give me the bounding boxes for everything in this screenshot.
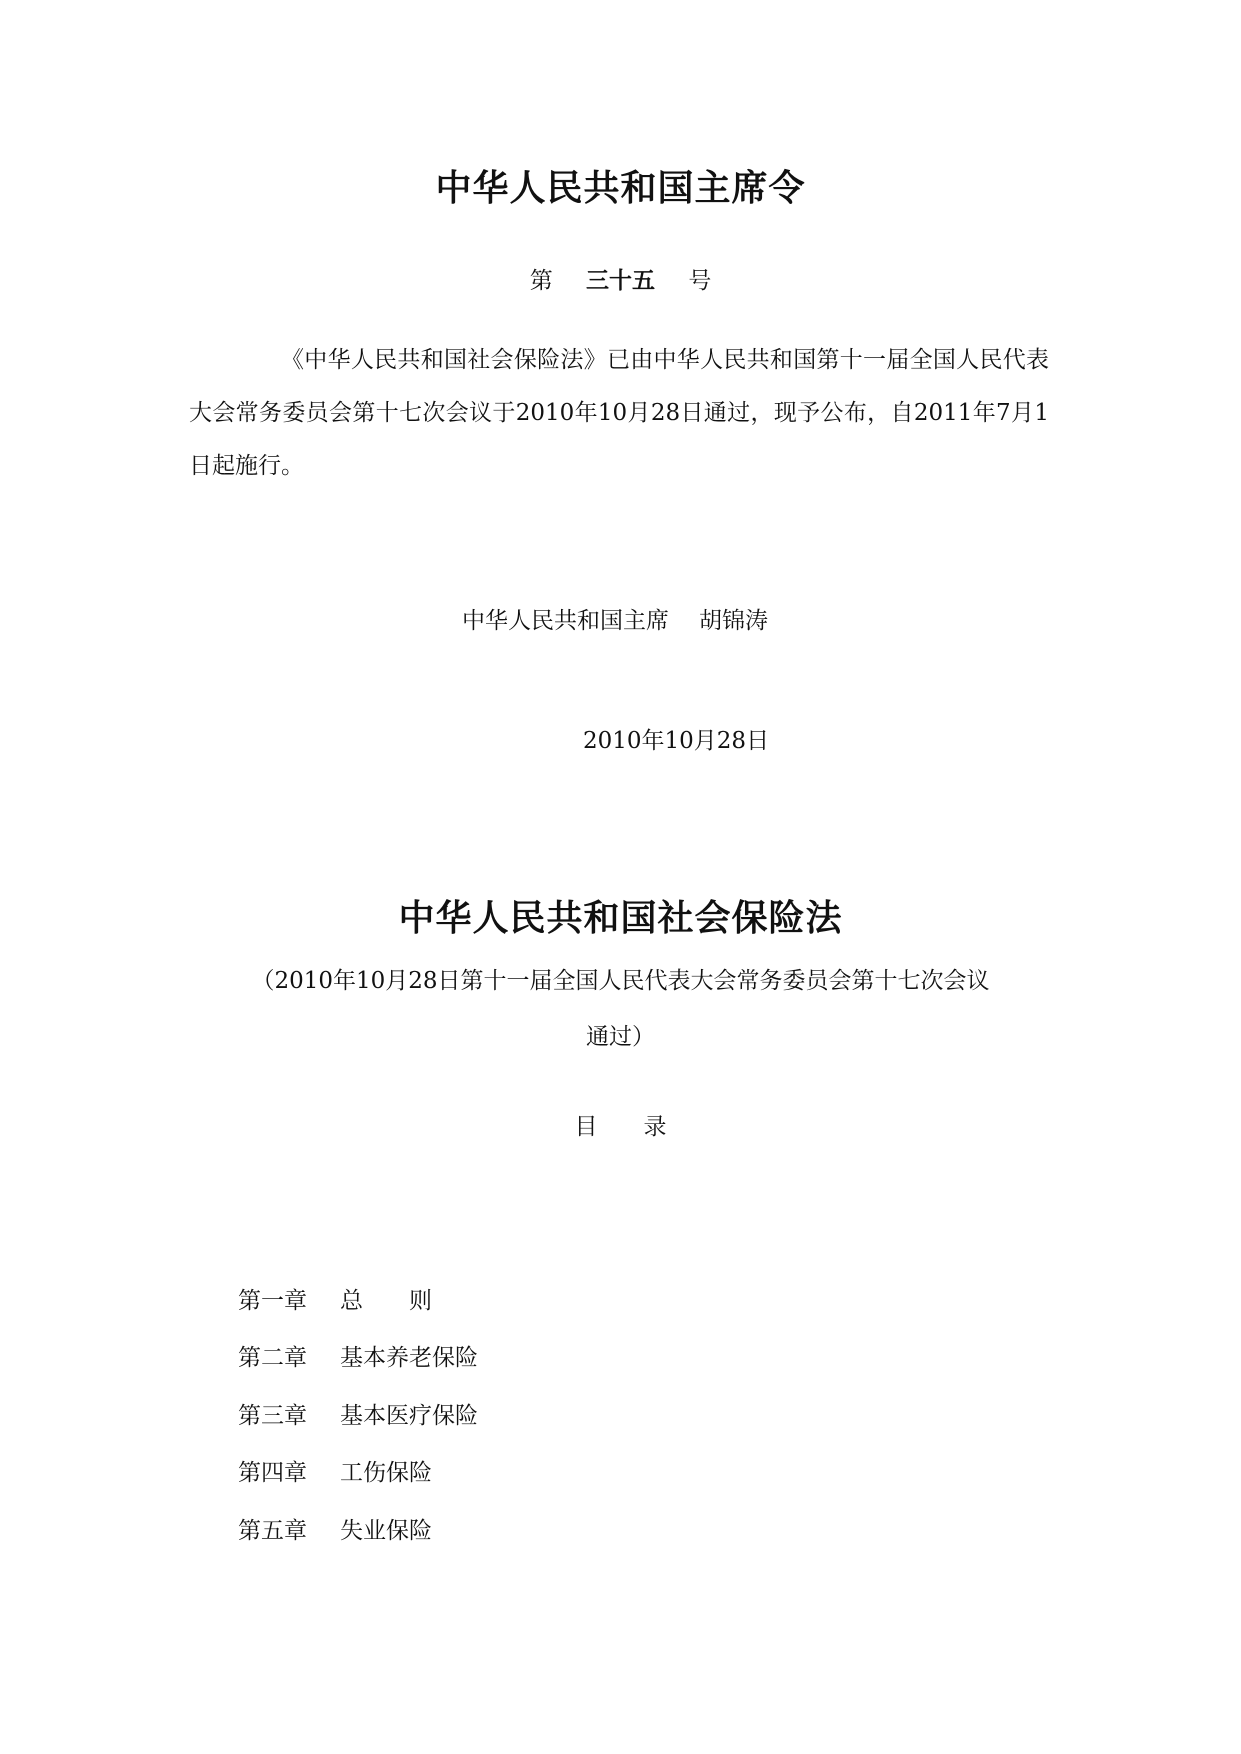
order-number — [0, 262, 1241, 295]
toc-item — [238, 1339, 478, 1372]
toc-item — [238, 1397, 478, 1430]
signer-name: 胡锦涛 — [699, 608, 768, 634]
toc-chapter-number: 第四章 — [238, 1460, 307, 1486]
law-subtitle-line1: （2010年10月28日第十一届全国人民代表大会常务委员会第十七次会议 — [251, 968, 990, 994]
toc-chapter-number: 第五章 — [238, 1518, 307, 1544]
toc-chapter-number: 第二章 — [238, 1345, 307, 1371]
toc-item — [238, 1512, 432, 1545]
toc-chapter-title: 工伤保险 — [340, 1460, 432, 1486]
toc-item — [238, 1454, 432, 1487]
toc-item — [238, 1282, 432, 1315]
toc-chapter-number: 第一章 — [238, 1288, 307, 1314]
signer-title: 中华人民共和国主席 — [462, 608, 669, 634]
toc-chapter-title: 基本医疗保险 — [340, 1403, 478, 1429]
toc-chapter-title: 基本养老保险 — [340, 1345, 478, 1371]
toc-chapter-title: 失业保险 — [340, 1518, 432, 1544]
law-title: 中华人民共和国社会保险法 — [398, 898, 843, 939]
toc-chapter-number: 第三章 — [238, 1403, 307, 1429]
law-subtitle-line2: 通过） — [586, 1024, 655, 1050]
order-body: 《中华人民共和国社会保险法》已由中华人民共和国第十一届全国人民代表大会常务委员会第十七次会议于2010年10月28日通过，现予公布，自2011年7月1日起施行。 — [189, 347, 1049, 479]
order-number-prefix: 第 — [529, 268, 553, 294]
toc-heading: 目 录 — [574, 1114, 667, 1140]
signature-line — [462, 602, 768, 635]
toc-chapter-title: 总 则 — [340, 1288, 432, 1314]
order-date: 2010年10月28日 — [583, 728, 770, 754]
order-number-suffix: 号 — [688, 268, 712, 294]
order-number-value: 三十五 — [586, 267, 655, 294]
order-title: 中华人民共和国主席令 — [435, 168, 806, 209]
